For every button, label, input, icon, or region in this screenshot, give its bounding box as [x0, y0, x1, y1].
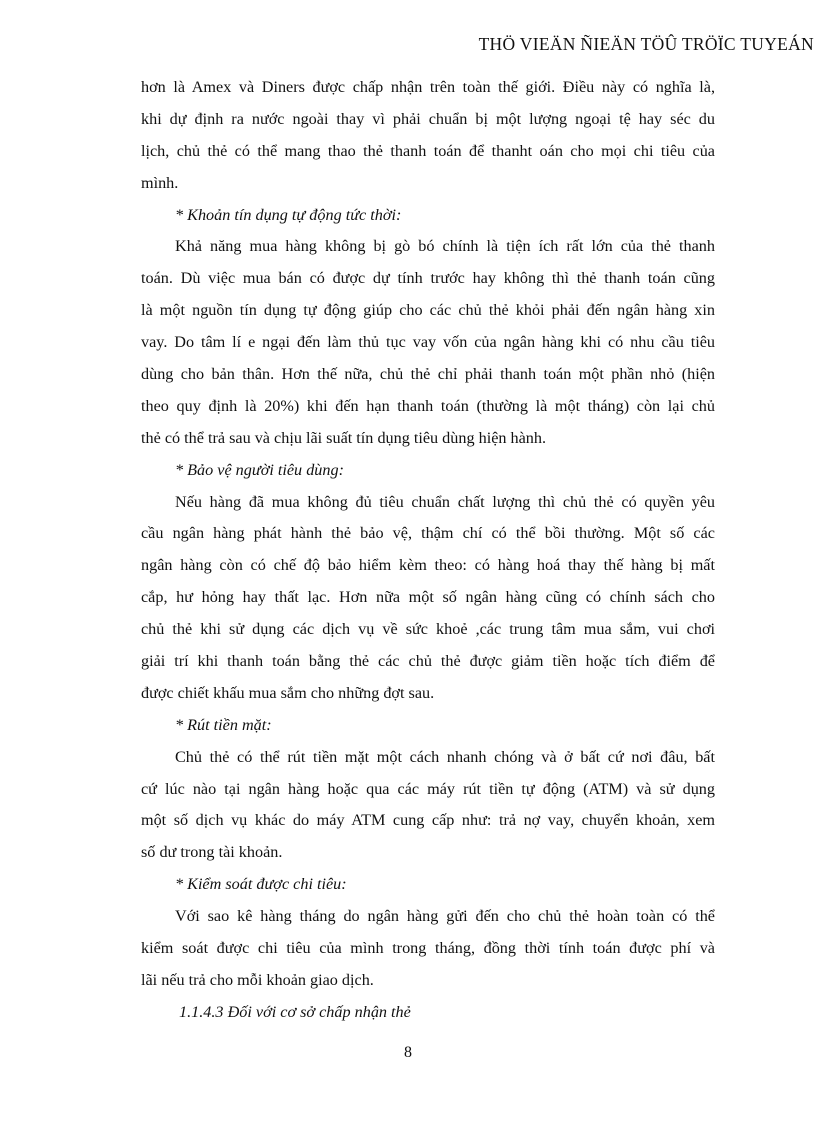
page-number: 8: [404, 1044, 412, 1061]
page-header: THÖ VIEÄN ÑIEÄN TÖÛ TRÖÏC TUYEÁN: [478, 34, 814, 54]
subheading-spending-control: * Kiểm soát được chi tiêu:: [175, 875, 347, 894]
paragraph-line: hơn là Amex và Diners được chấp nhận trên toàn thế giới. Điều này có nghĩa là,: [141, 78, 715, 96]
paragraph-line: mình.: [141, 173, 179, 192]
paragraph-line: Chủ thẻ có thể rút tiền mặt một cách nhanh chóng và ở bất cứ nơi đâu, bất: [175, 747, 715, 766]
paragraph-line: khi dự định ra nước ngoài thay vì phải chuẩn bị một lượng ngoại tệ hay séc du: [141, 109, 715, 128]
paragraph-line: ngân hàng còn có chế độ bảo hiểm kèm theo: có hàng hoá thay thế hàng bị mất: [141, 556, 715, 575]
paragraph-line: Khả năng mua hàng không bị gò bó chính là tiện ích rất lớn của thẻ thanh: [175, 237, 715, 256]
section-heading: 1.1.4.3 Đối với cơ sở chấp nhận thẻ: [179, 1002, 411, 1021]
paragraph-line: thẻ có thể trả sau và chịu lãi suất tín dụng tiêu dùng hiện hành.: [141, 428, 547, 447]
paragraph-line: vay. Do tâm lí e ngại đến làm thủ tục vay vốn của ngân hàng khi có nhu cầu tiêu: [141, 333, 715, 352]
paragraph-line: lãi nếu trả cho mỗi khoản giao dịch.: [141, 970, 374, 989]
subheading-credit: * Khoản tín dụng tự động tức thời:: [175, 205, 402, 224]
paragraph-line: giải trí khi thanh toán bằng thẻ các chủ thẻ được giảm tiền hoặc tích điểm để: [141, 652, 715, 671]
paragraph-line: toán. Dù việc mua bán có được dự tính trước hay không thì thẻ thanh toán cũng: [141, 269, 715, 288]
paragraph-line: được chiết khấu mua sắm cho những đợt sau.: [141, 683, 435, 702]
paragraph-line: theo quy định là 20%) khi đến hạn thanh toán (thường là một tháng) còn lại chủ: [141, 396, 715, 415]
document-body: [141, 72, 715, 1029]
paragraph-line: cầu ngân hàng phát hành thẻ bảo vệ, thậm chí có thể bồi thường. Một số các: [141, 524, 715, 543]
paragraph-line: kiểm soát được chi tiêu của mình trong tháng, đồng thời tính toán được phí và: [141, 939, 715, 958]
paragraph-line: là một nguồn tín dụng tự động giúp cho các chủ thẻ khỏi phải đến ngân hàng xin: [141, 301, 715, 320]
paragraph-line: Nếu hàng đã mua không đủ tiêu chuẩn chất lượng thì chủ thẻ có quyền yêu: [175, 492, 715, 511]
subheading-cash-withdrawal: * Rút tiền mặt:: [175, 715, 272, 734]
subheading-consumer-protection: * Bảo vệ người tiêu dùng:: [175, 460, 344, 479]
paragraph-line: cắp, hư hỏng hay thất lạc. Hơn nữa một số ngân hàng cũng có chính sách cho: [141, 588, 715, 607]
paragraph-line: cứ lúc nào tại ngân hàng hoặc qua các máy rút tiền tự động (ATM) và sử dụng: [141, 779, 715, 798]
paragraph-line: một số dịch vụ khác do máy ATM cung cấp như: trả nợ vay, chuyển khoản, xem: [141, 811, 715, 830]
paragraph-line: dùng cho bản thân. Hơn thế nữa, chủ thẻ chỉ phải thanh toán một phần nhỏ (hiện: [141, 365, 715, 384]
paragraph-line: Với sao kê hàng tháng do ngân hàng gửi đến cho chủ thẻ hoàn toàn có thể: [175, 907, 715, 926]
paragraph-line: lịch, chủ thẻ có thể mang thao thẻ thanh toán để thanht oán cho mọi chi tiêu của: [141, 141, 715, 160]
paragraph-line: số dư trong tài khoản.: [141, 843, 283, 862]
paragraph-line: chủ thẻ khi sử dụng các dịch vụ về sức khoẻ ,các trung tâm mua sắm, vui chơi: [141, 620, 715, 639]
